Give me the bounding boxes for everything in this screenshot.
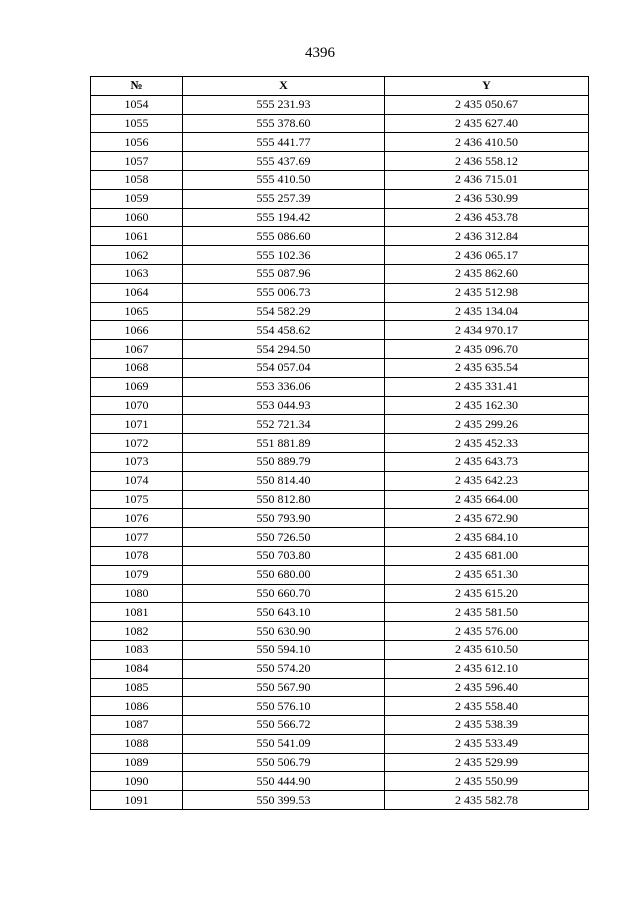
- y-coordinate-cell: 2 435 612.10: [385, 659, 589, 678]
- table-row: [91, 640, 589, 659]
- y-coordinate-cell: 2 435 538.39: [385, 716, 589, 735]
- x-coordinate-cell: 550 630.90: [183, 622, 385, 641]
- point-number-cell: 1069: [91, 377, 183, 396]
- x-coordinate-cell: 550 574.20: [183, 659, 385, 678]
- table-row: [91, 753, 589, 772]
- y-coordinate-cell: 2 435 533.49: [385, 734, 589, 753]
- x-coordinate-cell: 550 703.80: [183, 546, 385, 565]
- y-coordinate-cell: 2 435 615.20: [385, 584, 589, 603]
- y-coordinate-cell: 2 435 558.40: [385, 697, 589, 716]
- point-number-cell: 1063: [91, 264, 183, 283]
- y-coordinate-cell: 2 436 715.01: [385, 170, 589, 189]
- point-number-cell: 1074: [91, 471, 183, 490]
- point-number-cell: 1077: [91, 528, 183, 547]
- point-number-cell: 1059: [91, 189, 183, 208]
- x-coordinate-cell: 553 044.93: [183, 396, 385, 415]
- y-coordinate-cell: 2 435 134.04: [385, 302, 589, 321]
- point-number-cell: 1078: [91, 546, 183, 565]
- y-coordinate-cell: 2 436 312.84: [385, 227, 589, 246]
- y-coordinate-cell: 2 435 512.98: [385, 283, 589, 302]
- x-coordinate-cell: 550 506.79: [183, 753, 385, 772]
- coordinates-table: [90, 76, 589, 810]
- point-number-cell: 1061: [91, 227, 183, 246]
- point-number-cell: 1073: [91, 452, 183, 471]
- table-row: [91, 189, 589, 208]
- table-row: [91, 622, 589, 641]
- point-number-cell: 1087: [91, 716, 183, 735]
- table-row: [91, 152, 589, 171]
- y-coordinate-cell: 2 435 862.60: [385, 264, 589, 283]
- x-coordinate-cell: 554 458.62: [183, 321, 385, 340]
- table-row: [91, 396, 589, 415]
- x-coordinate-cell: 555 437.69: [183, 152, 385, 171]
- point-number-cell: 1083: [91, 640, 183, 659]
- y-coordinate-cell: 2 435 651.30: [385, 565, 589, 584]
- point-number-cell: 1082: [91, 622, 183, 641]
- table-row: [91, 452, 589, 471]
- table-row: [91, 208, 589, 227]
- y-coordinate-cell: 2 435 627.40: [385, 114, 589, 133]
- y-coordinate-cell: 2 436 410.50: [385, 133, 589, 152]
- point-number-cell: 1090: [91, 772, 183, 791]
- x-coordinate-cell: 550 889.79: [183, 452, 385, 471]
- header-number: №: [91, 77, 183, 96]
- table-row: [91, 415, 589, 434]
- point-number-cell: 1080: [91, 584, 183, 603]
- table-row: [91, 546, 589, 565]
- x-coordinate-cell: 554 294.50: [183, 340, 385, 359]
- point-number-cell: 1057: [91, 152, 183, 171]
- y-coordinate-cell: 2 435 643.73: [385, 452, 589, 471]
- y-coordinate-cell: 2 435 550.99: [385, 772, 589, 791]
- table-row: [91, 584, 589, 603]
- x-coordinate-cell: 550 444.90: [183, 772, 385, 791]
- y-coordinate-cell: 2 436 530.99: [385, 189, 589, 208]
- point-number-cell: 1072: [91, 434, 183, 453]
- point-number-cell: 1070: [91, 396, 183, 415]
- y-coordinate-cell: 2 435 684.10: [385, 528, 589, 547]
- y-coordinate-cell: 2 435 642.23: [385, 471, 589, 490]
- table-row: [91, 528, 589, 547]
- y-coordinate-cell: 2 435 681.00: [385, 546, 589, 565]
- table-row: [91, 772, 589, 791]
- table-row: [91, 791, 589, 810]
- y-coordinate-cell: 2 435 576.00: [385, 622, 589, 641]
- x-coordinate-cell: 555 257.39: [183, 189, 385, 208]
- x-coordinate-cell: 555 410.50: [183, 170, 385, 189]
- point-number-cell: 1056: [91, 133, 183, 152]
- x-coordinate-cell: 550 566.72: [183, 716, 385, 735]
- table-body: [91, 95, 589, 809]
- x-coordinate-cell: 553 336.06: [183, 377, 385, 396]
- point-number-cell: 1067: [91, 340, 183, 359]
- y-coordinate-cell: 2 434 970.17: [385, 321, 589, 340]
- y-coordinate-cell: 2 435 610.50: [385, 640, 589, 659]
- table-row: [91, 734, 589, 753]
- point-number-cell: 1088: [91, 734, 183, 753]
- point-number-cell: 1062: [91, 246, 183, 265]
- table-row: [91, 565, 589, 584]
- x-coordinate-cell: 550 541.09: [183, 734, 385, 753]
- table-row: [91, 471, 589, 490]
- table-row: [91, 264, 589, 283]
- x-coordinate-cell: 555 086.60: [183, 227, 385, 246]
- y-coordinate-cell: 2 435 299.26: [385, 415, 589, 434]
- x-coordinate-cell: 550 576.10: [183, 697, 385, 716]
- table-row: [91, 95, 589, 114]
- x-coordinate-cell: 555 441.77: [183, 133, 385, 152]
- y-coordinate-cell: 2 435 331.41: [385, 377, 589, 396]
- table-row: [91, 114, 589, 133]
- y-coordinate-cell: 2 435 672.90: [385, 509, 589, 528]
- y-coordinate-cell: 2 435 529.99: [385, 753, 589, 772]
- point-number-cell: 1055: [91, 114, 183, 133]
- header-y: Y: [385, 77, 589, 96]
- point-number-cell: 1075: [91, 490, 183, 509]
- x-coordinate-cell: 554 582.29: [183, 302, 385, 321]
- page-number: 4396: [305, 45, 335, 61]
- table-row: [91, 321, 589, 340]
- table-row: [91, 283, 589, 302]
- table-header: [91, 77, 589, 96]
- point-number-cell: 1085: [91, 678, 183, 697]
- x-coordinate-cell: 550 594.10: [183, 640, 385, 659]
- point-number-cell: 1064: [91, 283, 183, 302]
- y-coordinate-cell: 2 435 096.70: [385, 340, 589, 359]
- x-coordinate-cell: 550 814.40: [183, 471, 385, 490]
- x-coordinate-cell: 552 721.34: [183, 415, 385, 434]
- x-coordinate-cell: 555 102.36: [183, 246, 385, 265]
- table-row: [91, 697, 589, 716]
- x-coordinate-cell: 550 567.90: [183, 678, 385, 697]
- header-row: [91, 77, 589, 96]
- x-coordinate-cell: 550 726.50: [183, 528, 385, 547]
- x-coordinate-cell: 550 680.00: [183, 565, 385, 584]
- y-coordinate-cell: 2 435 635.54: [385, 358, 589, 377]
- table-row: [91, 377, 589, 396]
- y-coordinate-cell: 2 435 452.33: [385, 434, 589, 453]
- y-coordinate-cell: 2 435 162.30: [385, 396, 589, 415]
- point-number-cell: 1066: [91, 321, 183, 340]
- point-number-cell: 1054: [91, 95, 183, 114]
- x-coordinate-cell: 550 643.10: [183, 603, 385, 622]
- point-number-cell: 1071: [91, 415, 183, 434]
- point-number-cell: 1065: [91, 302, 183, 321]
- point-number-cell: 1091: [91, 791, 183, 810]
- point-number-cell: 1079: [91, 565, 183, 584]
- y-coordinate-cell: 2 435 581.50: [385, 603, 589, 622]
- table-row: [91, 490, 589, 509]
- table-row: [91, 246, 589, 265]
- table-row: [91, 358, 589, 377]
- table-row: [91, 170, 589, 189]
- table-row: [91, 716, 589, 735]
- point-number-cell: 1086: [91, 697, 183, 716]
- header-x: X: [183, 77, 385, 96]
- y-coordinate-cell: 2 435 582.78: [385, 791, 589, 810]
- x-coordinate-cell: 555 087.96: [183, 264, 385, 283]
- y-coordinate-cell: 2 435 050.67: [385, 95, 589, 114]
- table-row: [91, 133, 589, 152]
- table-row: [91, 434, 589, 453]
- y-coordinate-cell: 2 436 453.78: [385, 208, 589, 227]
- table-row: [91, 678, 589, 697]
- point-number-cell: 1081: [91, 603, 183, 622]
- table-row: [91, 340, 589, 359]
- y-coordinate-cell: 2 436 558.12: [385, 152, 589, 171]
- point-number-cell: 1084: [91, 659, 183, 678]
- x-coordinate-cell: 555 194.42: [183, 208, 385, 227]
- x-coordinate-cell: 550 812.80: [183, 490, 385, 509]
- x-coordinate-cell: 550 793.90: [183, 509, 385, 528]
- table-row: [91, 302, 589, 321]
- table-row: [91, 227, 589, 246]
- point-number-cell: 1089: [91, 753, 183, 772]
- x-coordinate-cell: 555 231.93: [183, 95, 385, 114]
- y-coordinate-cell: 2 435 664.00: [385, 490, 589, 509]
- y-coordinate-cell: 2 435 596.40: [385, 678, 589, 697]
- point-number-cell: 1060: [91, 208, 183, 227]
- x-coordinate-cell: 555 006.73: [183, 283, 385, 302]
- x-coordinate-cell: 550 399.53: [183, 791, 385, 810]
- point-number-cell: 1076: [91, 509, 183, 528]
- x-coordinate-cell: 554 057.04: [183, 358, 385, 377]
- point-number-cell: 1058: [91, 170, 183, 189]
- table-row: [91, 509, 589, 528]
- x-coordinate-cell: 550 660.70: [183, 584, 385, 603]
- table-row: [91, 659, 589, 678]
- x-coordinate-cell: 555 378.60: [183, 114, 385, 133]
- y-coordinate-cell: 2 436 065.17: [385, 246, 589, 265]
- point-number-cell: 1068: [91, 358, 183, 377]
- table-row: [91, 603, 589, 622]
- x-coordinate-cell: 551 881.89: [183, 434, 385, 453]
